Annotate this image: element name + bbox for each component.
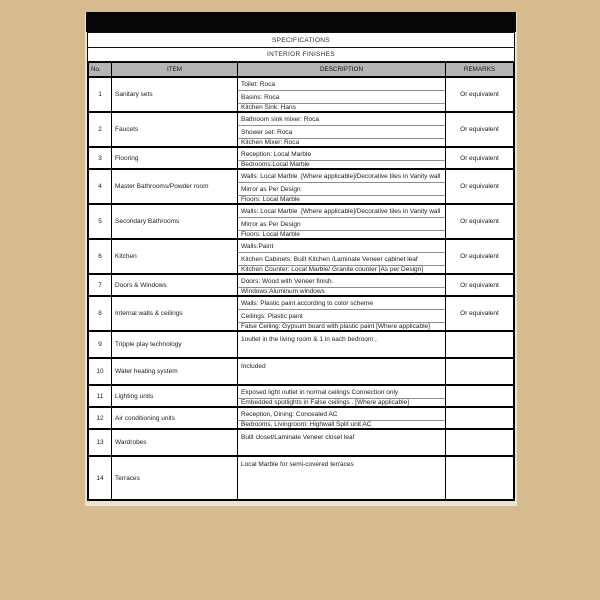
- item-cell: Faucets: [112, 113, 238, 146]
- description-cell: [238, 430, 446, 455]
- description-line: Embedded spotlights in False ceilings . [Where applicable]: [241, 399, 410, 406]
- description-line: Mirror as Per Design: [238, 218, 445, 231]
- remarks-cell: Or equivalent: [460, 183, 499, 190]
- description-cell: [238, 386, 446, 406]
- row-number-cell: 3: [89, 148, 112, 168]
- row-number-cell: 8: [89, 297, 112, 330]
- remarks-cell: Or equivalent: [460, 218, 499, 225]
- description-cell: [238, 332, 446, 357]
- table-row: [89, 273, 513, 295]
- row-number-cell: 6: [89, 240, 112, 273]
- table-row: [89, 168, 513, 203]
- item-cell: Wardrobes: [112, 430, 238, 455]
- description-line: Basins: Roca: [238, 91, 445, 104]
- remarks-cell: [446, 430, 513, 455]
- description-line: Toilet: Roca: [238, 78, 445, 91]
- column-header-item: ITEM: [112, 63, 238, 76]
- description-line: Kitchen Mixer: Roca: [241, 139, 300, 146]
- description-line: Floors: Local Marble: [241, 196, 300, 203]
- description-cell: [238, 457, 446, 499]
- description-line: Bedrooms, Livingroom: Highwall Split unit AC: [241, 421, 372, 428]
- table-row: [89, 428, 513, 455]
- column-header-no: No.: [89, 63, 112, 76]
- item-cell: Sanitary sets: [112, 78, 238, 111]
- description-line: Local Marble for semi-covered terraces: [241, 461, 354, 468]
- description-line: Bathroom sink mixer: Roca: [238, 113, 445, 126]
- row-number-cell: 12: [89, 408, 112, 428]
- table-row: [89, 357, 513, 384]
- table-row: [89, 295, 513, 330]
- table-row: [89, 76, 513, 111]
- description-line: Mirror as Per Design: [238, 183, 445, 196]
- row-number-cell: 14: [89, 457, 112, 499]
- item-cell: Terraces: [112, 457, 238, 499]
- row-number-cell: 7: [89, 275, 112, 295]
- item-cell: Kitchen: [112, 240, 238, 273]
- document-page: [85, 12, 517, 506]
- row-number-cell: 5: [89, 205, 112, 238]
- row-number-cell: 10: [89, 359, 112, 384]
- remarks-cell: [446, 359, 513, 384]
- remarks-cell: [446, 408, 513, 428]
- specifications-table: [87, 62, 515, 501]
- description-cell: [238, 240, 446, 273]
- document-top-bar: [86, 12, 516, 32]
- spec-table-rows: [89, 76, 513, 499]
- description-line: Exposed light outlet in normal ceilings Connection only: [238, 386, 445, 399]
- remarks-cell: [446, 386, 513, 406]
- table-row: [89, 146, 513, 168]
- table-row: [89, 238, 513, 273]
- document-title: SPECIFICATIONS: [87, 32, 515, 48]
- description-line: Built closet/Laminate Veneer closet leaf: [241, 434, 355, 441]
- item-cell: Lighting units: [112, 386, 238, 406]
- document-subtitle: INTERIOR FINISHES: [87, 48, 515, 62]
- description-line: Walls:Paint: [238, 240, 445, 253]
- description-cell: [238, 359, 446, 384]
- remarks-cell: Or equivalent: [460, 91, 499, 98]
- remarks-cell: Or equivalent: [460, 126, 499, 133]
- table-row: [89, 406, 513, 428]
- row-number-cell: 4: [89, 170, 112, 203]
- item-cell: Master Bathrooms/Powder room: [112, 170, 238, 203]
- remarks-cell: Or equivalent: [460, 154, 499, 162]
- table-header-row: [89, 63, 513, 76]
- description-line: Doors: Wood with Veneer finish.: [238, 275, 445, 288]
- row-number-cell: 13: [89, 430, 112, 455]
- row-number-cell: 2: [89, 113, 112, 146]
- description-cell: [238, 78, 446, 111]
- table-row: [89, 384, 513, 406]
- column-header-description: DESCRIPTION: [238, 63, 446, 76]
- remarks-cell: Or equivalent: [460, 253, 499, 260]
- description-line: Floors: Local Marble: [241, 231, 300, 238]
- item-cell: Internal walls & ceilings: [112, 297, 238, 330]
- description-line: 1outlet in the living room & 1 in each bedroom ,: [241, 336, 377, 343]
- description-cell: [238, 170, 446, 203]
- description-line: Kitchen Sink: Hans: [241, 104, 296, 111]
- table-row: [89, 203, 513, 238]
- description-cell: [238, 408, 446, 428]
- description-line: Shower set: Roca: [238, 126, 445, 139]
- description-cell: [238, 148, 446, 168]
- description-line: Walls: Local Marble .[Where applicable]/Decorative tiles in Vanity wall: [238, 205, 445, 218]
- description-line: Kitchen Counter: Local Marble/ Granite counter [As per Design]: [241, 266, 424, 273]
- item-cell: Doors & Windows: [112, 275, 238, 295]
- remarks-cell: Or equivalent: [460, 310, 499, 317]
- table-row: [89, 111, 513, 146]
- description-line: Kitchen Cabinets: Built Kitchen /Laminate Veneer cabinet leaf: [238, 253, 445, 266]
- row-number-cell: 1: [89, 78, 112, 111]
- description-line: Ceilings: Plastic paint: [238, 310, 445, 323]
- remarks-cell: [446, 332, 513, 357]
- item-cell: Air conditioning units: [112, 408, 238, 428]
- remarks-cell: Or equivalent: [460, 281, 499, 289]
- description-cell: [238, 275, 446, 295]
- description-line: Reception, Dining: Concealed AC: [238, 408, 445, 421]
- description-cell: [238, 297, 446, 330]
- column-header-remarks: REMARKS: [463, 66, 496, 73]
- table-row: [89, 330, 513, 357]
- item-cell: Tripple play technology: [112, 332, 238, 357]
- item-cell: Secondary Bathrooms: [112, 205, 238, 238]
- remarks-cell: [446, 457, 513, 499]
- item-cell: Water heating system: [112, 359, 238, 384]
- row-number-cell: 9: [89, 332, 112, 357]
- table-row: [89, 455, 513, 499]
- description-line: Windows:Aluminum windows: [241, 288, 325, 295]
- description-line: Walls: Local Marble .[Where applicable]/Decorative tiles in Vanity wall: [238, 170, 445, 183]
- description-line: Included: [241, 363, 266, 370]
- description-cell: [238, 205, 446, 238]
- description-cell: [238, 113, 446, 146]
- description-line: Bedrooms:Local Marble: [241, 161, 310, 168]
- description-line: False Ceiling: Gypsum board with plastic paint [Where applicable]: [241, 323, 430, 330]
- description-line: Reception: Local Marble: [238, 148, 445, 161]
- item-cell: Flooring: [112, 148, 238, 168]
- row-number-cell: 11: [89, 386, 112, 406]
- description-line: Walls: Plastic paint according to color scheme: [238, 297, 445, 310]
